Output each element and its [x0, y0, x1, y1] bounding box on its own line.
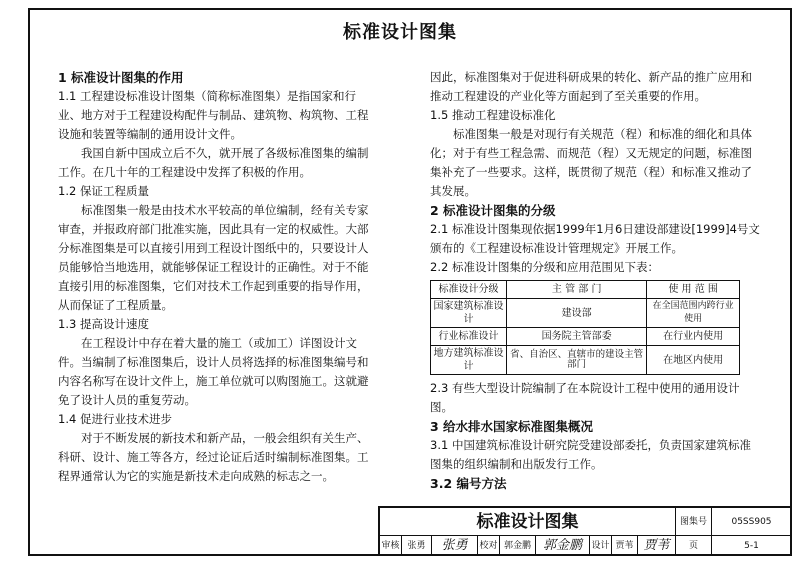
table-cell: 在地区内使用: [647, 346, 740, 375]
check-label: 校对: [478, 536, 500, 556]
table-cell: 行业标准设计: [431, 328, 507, 346]
heading-1-2: 1.2 保证工程质量: [58, 184, 149, 198]
table-cell: 地方建筑标准设计: [431, 346, 507, 375]
para-1-3: 在工程设计中存在着大量的施工（或加工）详图设计文件。当编制了标准图集后，设计人员将选择的标准图集编号和内容名称写在设计文件上，施工单位就可以购图施工。这就避免了设计人员的重复劳动。: [58, 336, 369, 407]
title-block: [378, 506, 792, 556]
table-header-row: [431, 281, 740, 299]
atlas-number: 05SS905: [712, 508, 792, 536]
para-1-1: 1.1 工程建设标准设计图集（简称标准图集）是指国家和行业、地方对于工程建设构配件与制品、建筑物、构筑物、工程设施和装置等编制的通用设计文件。: [58, 89, 369, 141]
table-cell: 国家建筑标准设计: [431, 299, 507, 328]
table-cell: 建设部: [507, 299, 647, 328]
table-row: [431, 328, 740, 346]
left-column: [58, 68, 370, 486]
title-block-title: 标准设计图集: [380, 508, 676, 536]
para-1-4: 对于不断发展的新技术和新产品，一般会组织有关生产、科研、设计、施工等各方，经过论证后适时编制标准图集。工程界通常认为它的实施是新技术走向成熟的标志之一。: [58, 431, 369, 483]
table-header: 标准设计分级: [431, 281, 507, 299]
review-signature: 张勇: [432, 536, 478, 556]
table-cell: 在行业内使用: [647, 328, 740, 346]
atlas-number-label: 图集号: [676, 508, 712, 536]
design-signature: 贾苇: [638, 536, 676, 556]
table-header: 使 用 范 围: [647, 281, 740, 299]
check-signature: 郭金鹏: [536, 536, 590, 556]
para-1-1b: 我国自新中国成立后不久，就开展了各级标准图集的编制工作。在几十年的工程建设中发挥了积极的作用。: [58, 146, 369, 179]
para-1-2: 标准图集一般是由技术水平较高的单位编制，经有关专家审查，并报政府部门批准实施，因此具有一定的权威性。大部分标准图集是可以直接引用到工程设计图纸中的，只要设计人员能够恰当地选用，就能够保证工程设计的正确性。对于不能直接引用的标准图集，它们对技术工作起到重要的指导作用，从而保证了工程质量。: [58, 203, 369, 312]
review-label: 审核: [380, 536, 402, 556]
page-title: 标准设计图集: [343, 22, 457, 43]
table-header: 主 管 部 门: [507, 281, 647, 299]
para-3-1: 3.1 中国建筑标准设计研究院受建设部委托，负责国家建筑标准图集的组织编制和出版发行工作。: [430, 438, 751, 471]
heading-3-2: 3.2 编号方法: [430, 476, 507, 491]
para-2-3: 2.3 有些大型设计院编制了在本院设计工程中使用的通用设计图。: [430, 381, 740, 414]
heading-1-5: 1.5 推动工程建设标准化: [430, 108, 556, 122]
review-name: 张勇: [402, 536, 432, 556]
design-name: 贾苇: [612, 536, 638, 556]
check-name: 郭金鹏: [500, 536, 536, 556]
table-cell: 国务院主管部委: [507, 328, 647, 346]
para-continued: 因此，标准图集对于促进科研成果的转化、新产品的推广应用和推动工程建设的产业化等方面起到了至关重要的作用。: [430, 70, 752, 103]
section-1-heading: 1 标准设计图集的作用: [58, 70, 184, 85]
page-number: 5-1: [712, 536, 792, 556]
design-label: 设计: [590, 536, 612, 556]
section-2-heading: 2 标准设计图集的分级: [430, 203, 556, 218]
section-3-heading: 3 给水排水国家标准图集概况: [430, 419, 594, 434]
table-cell: 在全国范围内跨行业使用: [647, 299, 740, 328]
right-column: [430, 68, 760, 493]
heading-1-3: 1.3 提高设计速度: [58, 317, 149, 331]
heading-1-4: 1.4 促进行业技术进步: [58, 412, 172, 426]
classification-table: [430, 280, 740, 375]
table-row: [431, 346, 740, 375]
para-2-2: 2.2 标准设计图集的分级和应用范围见下表：: [430, 260, 659, 274]
para-1-5: 标准图集一般是对现行有关规范（程）和标准的细化和具体化；对于有些工程急需、而规范（程）又无规定的问题，标准图集补充了一些要求。这样，既贯彻了规范（程）和标准又推动了其发展。: [430, 127, 752, 198]
page-label: 页: [676, 536, 712, 556]
table-row: [431, 299, 740, 328]
para-2-1: 2.1 标准设计图集现依据1999年1月6日建设部建设[1999]4号文颁布的《工程建设标准设计管理规定》开展工作。: [430, 222, 760, 255]
table-cell: 省、自治区、直辖市的建设主管部门: [507, 346, 647, 375]
